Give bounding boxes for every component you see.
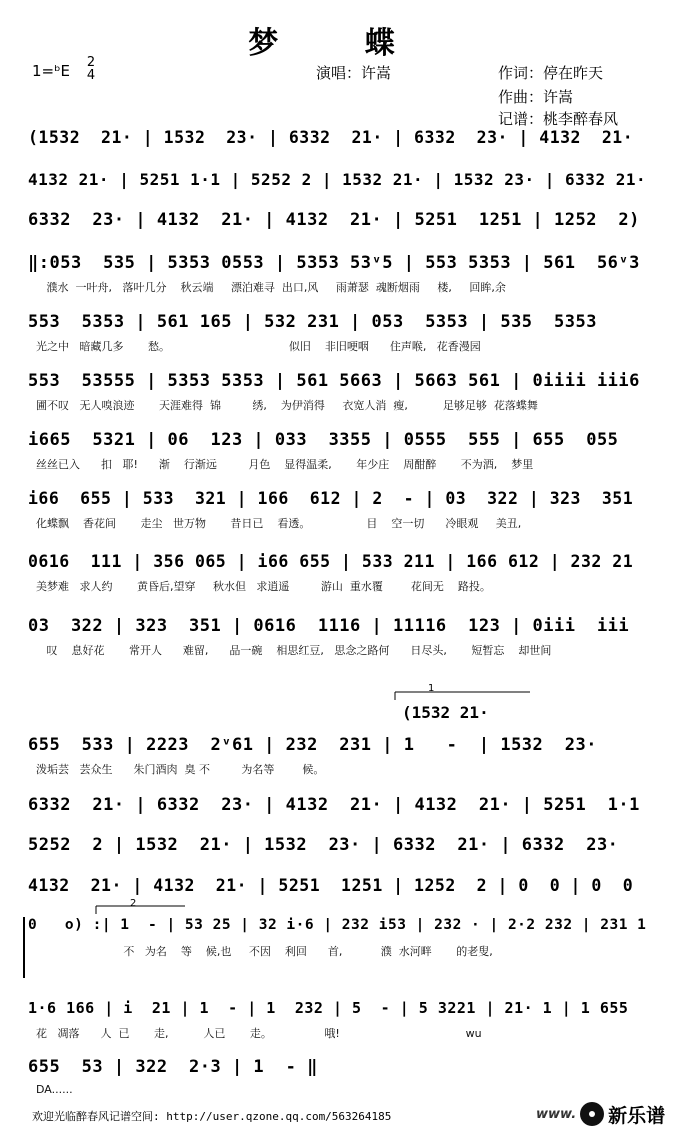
notation-line: i66 655 | 533 321 | 166 612 | 2 - | 03 322 | 323 351 xyxy=(28,489,634,508)
notation-line: 6332 23· | 4132 21· | 4132 21· | 5251 1251 | 1252 2) xyxy=(28,210,640,230)
lyric-line: 泼垢芸 芸众生 朱门酒肉 臭 不 为名等 候。 xyxy=(36,763,325,776)
lyric-line: 圃不叹 无人嗅浪迹 天涯难得 锦 绣, 为伊消得 衣宽人消 瘦, 足够足够 花落蝶舞 xyxy=(36,399,538,412)
singer-credit: 演唱：许嵩 xyxy=(316,64,392,82)
site-logo xyxy=(536,1096,671,1132)
volta-2-label: 2 xyxy=(130,898,137,909)
notation-line: 4132 21· | 4132 21· | 5251 1251 | 1252 2 | 0 0 | 0 0 xyxy=(28,876,634,895)
transcriber-credit: 记谱：桃李醉春风 xyxy=(498,110,619,128)
lyric-line: 光之中 暗藏几多 愁。 似旧 非旧哽咽 住声喉, 花香漫园 xyxy=(36,340,481,353)
logo-brand: 新乐谱 xyxy=(608,1104,666,1127)
volta-1-label: 1 xyxy=(428,683,435,694)
lyricist-credit: 作词：停在昨天 xyxy=(498,64,604,82)
notation-line: 0 o) :| 1 - | 53 25 | 32 i·6 | 232 i53 | 232 · | 2·2 232 | 231 1 xyxy=(28,917,647,933)
notation-line: 553 5353 | 561 165 | 532 231 | 053 5353 | 535 5353 xyxy=(28,312,597,332)
notation-line: 655 53 | 322 2·3 | 1 - ‖ xyxy=(28,1057,318,1077)
notation-line: 0616 111 | 356 065 | i66 655 | 533 211 | 166 612 | 232 21 xyxy=(28,552,634,571)
time-signature-bottom: 4 xyxy=(86,68,96,83)
volta-1-intro: (1532 21· xyxy=(402,703,489,722)
notation-line: i665 5321 | 06 123 | 033 3355 | 0555 555 | 655 055 xyxy=(28,430,619,450)
notation-line: 6332 21· | 6332 23· | 4132 21· | 4132 21· | 5251 1·1 xyxy=(28,795,640,815)
composer-credit: 作曲：许嵩 xyxy=(498,88,574,106)
lyric-line: 化蝶飘 香花间 走尘 世万物 昔日已 看透。 目 空一切 冷眼观 美丑, xyxy=(36,517,522,530)
logo-www: www. xyxy=(536,1106,577,1122)
lyric-line: DA...... xyxy=(36,1083,73,1096)
notation-line: 5252 2 | 1532 21· | 1532 23· | 6332 21· | 6332 23· xyxy=(28,835,619,855)
notation-line: 655 533 | 2223 2ᵛ61 | 232 231 | 1 - | 1532 23· xyxy=(28,735,597,755)
lyric-line: 美梦难 求人约 黄昏后,望穿 秋水但 求逍遥 游山 重水覆 花间无 路投。 xyxy=(36,580,491,593)
notation-line: 1·6 166 | i 21 | 1 - | 1 232 | 5 - | 5 3221 | 21· 1 | 1 655 xyxy=(28,999,629,1017)
notation-line: 553 53555 | 5353 5353 | 561 5663 | 5663 561 | 0iiii iii6 xyxy=(28,371,640,391)
notation-line: 03 322 | 323 351 | 0616 1116 | 11116 123 | 0iii iii xyxy=(28,616,630,636)
notation-line: (1532 21· | 1532 23· | 6332 21· | 6332 23· | 4132 21· xyxy=(28,128,634,147)
footer-link-text: 欢迎光临醉春风记谱空间: http://user.qzone.qq.com/563264185 xyxy=(32,1110,392,1123)
song-title: 梦 蝶 xyxy=(248,26,433,61)
music-disc-icon xyxy=(580,1102,604,1126)
lyric-line: 丝丝已入 扣 耶! 渐 行渐远 月色 显得温柔, 年少庄 周酣醉 不为酒, 梦里 xyxy=(36,458,534,471)
lyric-line: 濮水 一叶舟, 落叶几分 秋云端 漂泊难寻 出口,风 雨萧瑟 魂断烟雨 楼, 回眸,余 xyxy=(36,281,506,294)
lyric-line: 花 凋落 人 已 走, 人已 走。 哦! wu xyxy=(36,1027,482,1040)
key-signature: 1=ᵇE xyxy=(32,62,71,80)
time-signature-top: 2 xyxy=(86,55,96,70)
notation-line: 4132 21· | 5251 1·1 | 5252 2 | 1532 21· | 1532 23· | 6332 21· xyxy=(28,170,647,189)
lyric-line: 叹 息好花 常开人 难留, 品一碗 相思红豆, 思念之路何 日尽头, 短暂忘 却世间 xyxy=(36,644,552,657)
notation-line: ‖:053 535 | 5353 0553 | 5353 53ᵛ5 | 553 5353 | 561 56ᵛ3 xyxy=(28,253,640,273)
lyric-line: 不 为名 等 候,也 不因 利回 首, 濮 水河畔 的老叟, xyxy=(36,945,493,958)
